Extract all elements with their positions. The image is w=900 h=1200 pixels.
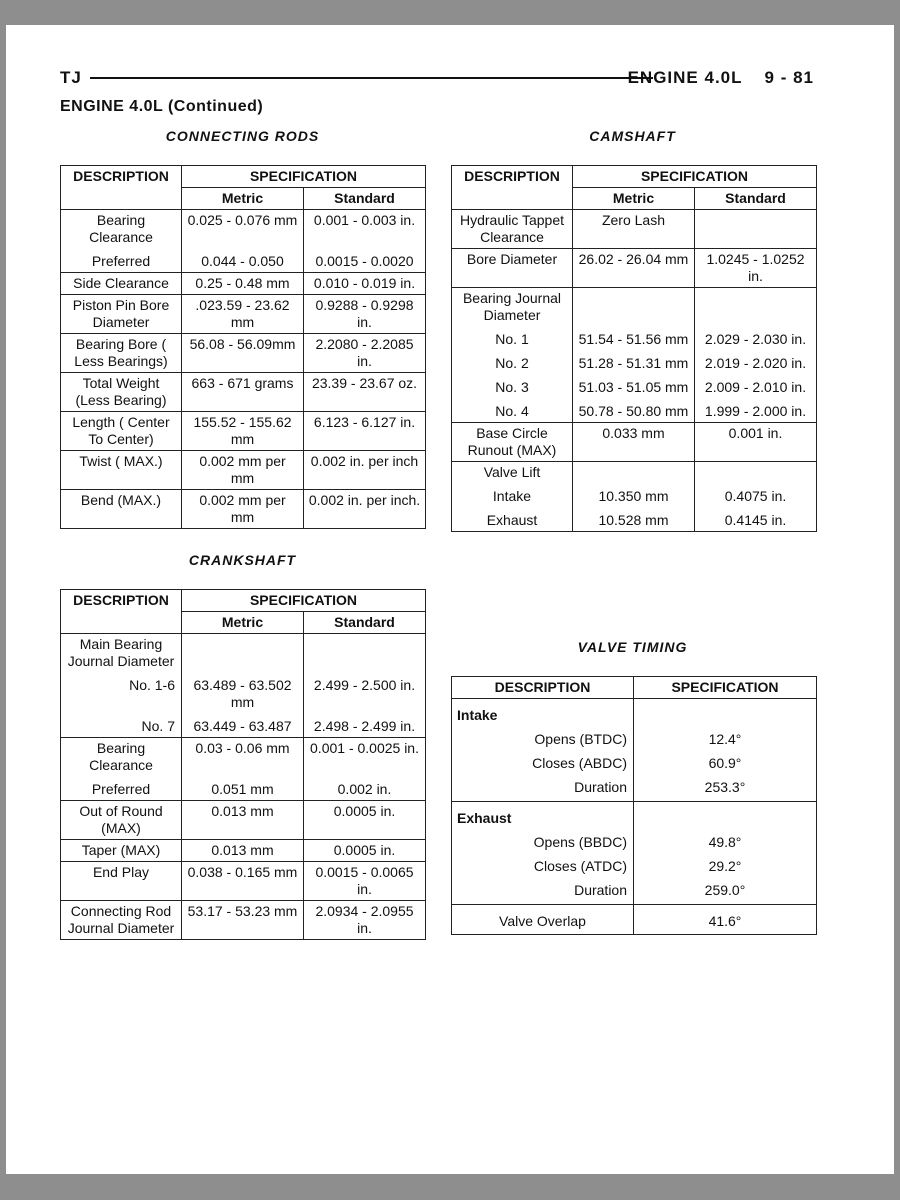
col-header-specification: SPECIFICATION [634,677,817,699]
table-row: Preferred 0.044 - 0.050 0.0015 - 0.0020 [61,248,426,273]
col-header-metric: Metric [182,188,304,210]
table-row: Preferred 0.051 mm 0.002 in. [61,776,426,801]
table-row: Duration 253.3° [452,774,817,802]
continued-title: ENGINE 4.0L (Continued) [60,98,264,115]
table-row: Valve Lift [452,462,817,484]
col-header-description: DESCRIPTION [452,677,634,699]
header-page-number: 9 - 81 [764,68,814,87]
table-row: Closes (ABDC) 60.9° [452,750,817,774]
col-header-metric: Metric [573,188,695,210]
table-row: Exhaust 10.528 mm 0.4145 in. [452,507,817,532]
table-row: Base Circle Runout (MAX) 0.033 mm 0.001 in. [452,423,817,462]
table-row: Bearing Journal Diameter [452,288,817,327]
table-row: Piston Pin Bore Diameter .023.59 - 23.62 mm 0.9288 - 0.9298 in. [61,295,426,334]
header-section: ENGINE 4.0L [627,68,743,87]
table-row: Intake 10.350 mm 0.4075 in. [452,483,817,507]
table-row: No. 2 51.28 - 51.31 mm 2.019 - 2.020 in. [452,350,817,374]
table-row: No. 1 51.54 - 51.56 mm 2.029 - 2.030 in. [452,326,817,350]
table-row: Connecting Rod Journal Diameter 53.17 - 53.23 mm 2.0934 - 2.0955 in. [61,901,426,940]
valve-timing-title: VALVE TIMING [577,639,688,655]
table-row: End Play 0.038 - 0.165 mm 0.0015 - 0.0065 in. [61,862,426,901]
col-header-standard: Standard [695,188,817,210]
col-header-description: DESCRIPTION [452,166,573,210]
table-row: Side Clearance 0.25 - 0.48 mm 0.010 - 0.019 in. [61,273,426,295]
col-header-specification: SPECIFICATION [182,590,426,612]
col-header-description: DESCRIPTION [61,590,182,634]
table-row: Opens (BBDC) 49.8° [452,829,817,853]
col-header-specification: SPECIFICATION [182,166,426,188]
header-right [606,68,814,88]
crankshaft-table [60,589,426,940]
valve-timing-table [451,676,817,935]
table-row: Bore Diameter 26.02 - 26.04 mm 1.0245 - 1.0252 in. [452,249,817,288]
table-row: Hydraulic Tappet Clearance Zero Lash [452,210,817,249]
table-row: Main Bearing Journal Diameter [61,634,426,673]
manual-page [6,25,894,1174]
table-row: Bend (MAX.) 0.002 mm per mm 0.002 in. per inch. [61,490,426,529]
table-row: Bearing Clearance 0.03 - 0.06 mm 0.001 - 0.0025 in. [61,738,426,777]
table-row: Exhaust [452,802,817,830]
header-vehicle-code: TJ [60,68,82,87]
connecting-rods-title: CONNECTING RODS [165,128,320,144]
table-row: Bearing Bore ( Less Bearings) 56.08 - 56.09mm 2.2080 - 2.2085 in. [61,334,426,373]
header-rule [90,77,653,79]
table-row: No. 3 51.03 - 51.05 mm 2.009 - 2.010 in. [452,374,817,398]
table-row: Taper (MAX) 0.013 mm 0.0005 in. [61,840,426,862]
col-header-specification: SPECIFICATION [573,166,817,188]
col-header-standard: Standard [304,188,426,210]
crankshaft-title: CRANKSHAFT [188,552,297,568]
table-row: No. 1-6 63.489 - 63.502 mm 2.499 - 2.500 in. [61,672,426,713]
table-row: Intake [452,699,817,727]
camshaft-title: CAMSHAFT [589,128,676,144]
table-row: Bearing Clearance 0.025 - 0.076 mm 0.001 - 0.003 in. [61,210,426,249]
camshaft-table [451,165,817,532]
table-row: Closes (ATDC) 29.2° [452,853,817,877]
col-header-description: DESCRIPTION [61,166,182,210]
table-row: Valve Overlap 41.6° [452,905,817,935]
table-row: Duration 259.0° [452,877,817,905]
connecting-rods-table [60,165,426,529]
col-header-standard: Standard [304,612,426,634]
table-row: No. 7 63.449 - 63.487 2.498 - 2.499 in. [61,713,426,738]
table-row: Length ( Center To Center) 155.52 - 155.62 mm 6.123 - 6.127 in. [61,412,426,451]
table-row: Total Weight (Less Bearing) 663 - 671 grams 23.39 - 23.67 oz. [61,373,426,412]
table-row: Opens (BTDC) 12.4° [452,726,817,750]
table-row: Out of Round (MAX) 0.013 mm 0.0005 in. [61,801,426,840]
table-row: Twist ( MAX.) 0.002 mm per mm 0.002 in. per inch [61,451,426,490]
col-header-metric: Metric [182,612,304,634]
table-row: No. 4 50.78 - 50.80 mm 1.999 - 2.000 in. [452,398,817,423]
